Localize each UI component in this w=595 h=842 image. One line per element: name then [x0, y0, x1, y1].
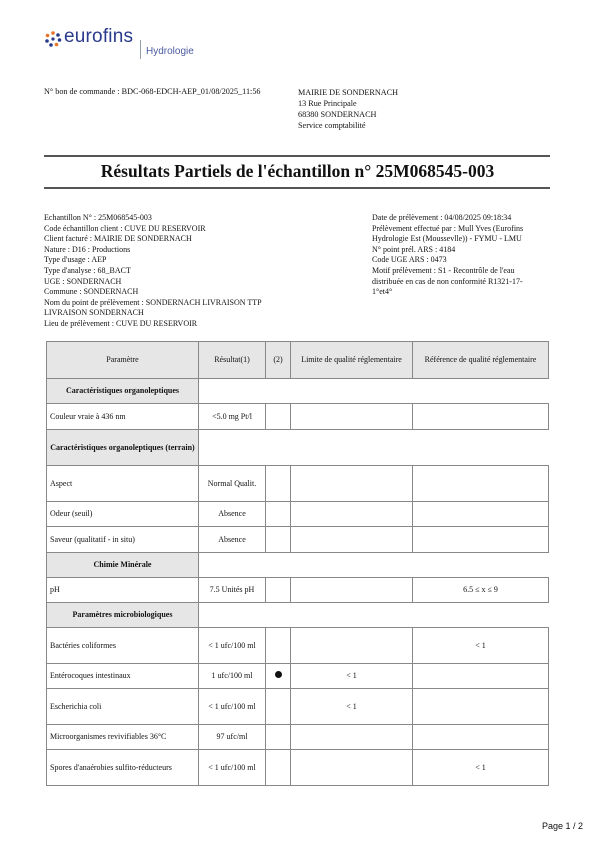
- results-table: [46, 341, 549, 786]
- page-number: Page 1 / 2: [541, 821, 583, 831]
- table-header-row: [47, 342, 549, 379]
- table-row: [47, 578, 549, 603]
- reference-cell: [413, 689, 549, 725]
- param-cell: Spores d'anaérobies sulfito-réducteurs: [47, 750, 199, 786]
- sample-info-left: [44, 213, 299, 330]
- table-row: [47, 725, 549, 750]
- address-line: 68380 SONDERNACH: [298, 110, 377, 119]
- flag-cell: [266, 750, 291, 786]
- section-label: Caractéristiques organoleptiques: [47, 379, 199, 404]
- sample-info-line: Prélèvement effectué par : Mull Yves (Eurofins: [372, 223, 524, 233]
- sample-info-line: Code échantillon client : CUVE DU RESERVOIR: [44, 223, 206, 233]
- section-blank: [199, 379, 549, 404]
- param-cell: Aspect: [47, 466, 199, 502]
- reference-cell: [413, 725, 549, 750]
- table-row: [47, 628, 549, 664]
- page-title: Résultats Partiels de l'échantillon n° 25M068545-003: [100, 161, 495, 181]
- reference-cell: [413, 502, 549, 527]
- flag-cell: [266, 404, 291, 430]
- section-label: Chimie Minérale: [47, 553, 199, 578]
- table-row: [47, 502, 549, 527]
- header-flag: (2): [266, 342, 291, 379]
- logo-subtitle: Hydrologie: [146, 46, 194, 57]
- header-result: Résultat(1): [199, 342, 266, 379]
- header-reference: Référence de qualité réglementaire: [413, 342, 549, 379]
- address-line: Service comptabilité: [298, 121, 366, 130]
- result-cell: 7.5 Unités pH: [199, 578, 266, 603]
- result-cell: 97 ufc/ml: [199, 725, 266, 750]
- table-row: [47, 750, 549, 786]
- param-cell: Saveur (qualitatif - in situ): [47, 527, 199, 553]
- sample-info-line: Commune : SONDERNACH: [44, 287, 139, 297]
- flag-cell: [266, 664, 291, 689]
- limit-cell: [291, 527, 413, 553]
- sample-info-line: Lieu de prélèvement : CUVE DU RESERVOIR: [44, 318, 198, 328]
- sample-info-line: Type d'analyse : 68_BACT: [44, 265, 131, 275]
- sample-info-line: Echantillon N° : 25M068545-003: [44, 213, 152, 222]
- section-blank: [199, 553, 549, 578]
- limit-cell: < 1: [291, 664, 413, 689]
- result-cell: Absence: [199, 527, 266, 553]
- flag-cell: [266, 466, 291, 502]
- flag-cell: [266, 689, 291, 725]
- address-line: MAIRIE DE SONDERNACH: [298, 88, 399, 97]
- limit-cell: < 1: [291, 689, 413, 725]
- result-cell: < 1 ufc/100 ml: [199, 689, 266, 725]
- recipient-address: [298, 87, 398, 131]
- param-cell: Couleur vraie à 436 nm: [47, 404, 199, 430]
- sample-info-line: Client facturé : MAIRIE DE SONDERNACH: [44, 234, 192, 244]
- header-parameter: Paramètre: [47, 342, 199, 379]
- table-row: [47, 404, 549, 430]
- reference-cell: < 1: [413, 628, 549, 664]
- section-blank: [199, 603, 549, 628]
- title-rule-bottom: [44, 187, 550, 189]
- eurofins-dots-icon: [44, 30, 62, 48]
- table-row: [47, 664, 549, 689]
- limit-cell: [291, 404, 413, 430]
- logo-divider: [140, 40, 141, 59]
- limit-cell: [291, 502, 413, 527]
- result-cell: < 1 ufc/100 ml: [199, 750, 266, 786]
- limit-cell: [291, 628, 413, 664]
- sample-info-line: 1°et4°: [372, 287, 393, 297]
- limit-cell: [291, 725, 413, 750]
- section-row: [47, 379, 549, 404]
- sample-info-line: Motif prélèvement : S1 - Recontrôle de l'eau: [372, 265, 515, 275]
- section-row: [47, 603, 549, 628]
- result-cell: Normal Qualit.: [199, 466, 266, 502]
- address-line: 13 Rue Principale: [298, 99, 357, 108]
- result-cell: Absence: [199, 502, 266, 527]
- order-number: N° bon de commande : BDC-068-EDCH-AEP_01/08/2025_11:56: [44, 87, 261, 96]
- non-compliance-dot-icon: [275, 671, 282, 678]
- reference-cell: [413, 404, 549, 430]
- param-cell: Odeur (seuil): [47, 502, 199, 527]
- result-cell: 1 ufc/100 ml: [199, 664, 266, 689]
- sample-info-line: Type d'usage : AEP: [44, 255, 107, 265]
- param-cell: Bactéries coliformes: [47, 628, 199, 664]
- sample-info-line: Nature : D16 : Productions: [44, 244, 131, 254]
- flag-cell: [266, 578, 291, 603]
- reference-cell: [413, 527, 549, 553]
- section-label: Caractéristiques organoleptiques (terrain): [47, 430, 199, 466]
- sample-info-line: Code UGE ARS : 0473: [372, 255, 447, 265]
- sample-info-line: distribuée en cas de non conformité R1321-17-: [372, 276, 523, 286]
- flag-cell: [266, 725, 291, 750]
- reference-cell: [413, 466, 549, 502]
- title-rule-top: [44, 155, 550, 157]
- reference-cell: [413, 664, 549, 689]
- reference-cell: < 1: [413, 750, 549, 786]
- param-cell: pH: [47, 578, 199, 603]
- header-limit: Limite de qualité réglementaire: [291, 342, 413, 379]
- sample-info-line: N° point prél. ARS : 4184: [372, 244, 456, 254]
- sample-info-line: LIVRAISON SONDERNACH: [44, 308, 144, 318]
- result-cell: <5.0 mg Pt/l: [199, 404, 266, 430]
- sample-info-line: Hydrologie Est (Moussevlle)) - FYMU - LMU: [372, 234, 522, 244]
- table-row: [47, 527, 549, 553]
- limit-cell: [291, 578, 413, 603]
- section-row: [47, 430, 549, 466]
- limit-cell: [291, 466, 413, 502]
- flag-cell: [266, 502, 291, 527]
- param-cell: Entérocoques intestinaux: [47, 664, 199, 689]
- sample-info-line: Date de prélèvement : 04/08/2025 09:18:34: [372, 213, 512, 222]
- reference-cell: 6.5 ≤ x ≤ 9: [413, 578, 549, 603]
- section-blank: [199, 430, 549, 466]
- flag-cell: [266, 527, 291, 553]
- logo-wordmark: eurofins: [64, 26, 134, 47]
- sample-info-right: [372, 213, 550, 298]
- limit-cell: [291, 750, 413, 786]
- param-cell: Microorganismes revivifiables 36°C: [47, 725, 199, 750]
- sample-info-line: UGE : SONDERNACH: [44, 276, 122, 286]
- table-row: [47, 466, 549, 502]
- param-cell: Escherichia coli: [47, 689, 199, 725]
- section-row: [47, 553, 549, 578]
- sample-info-line: Nom du point de prélèvement : SONDERNACH LIVRAISON TTP: [44, 297, 262, 307]
- result-cell: < 1 ufc/100 ml: [199, 628, 266, 664]
- flag-cell: [266, 628, 291, 664]
- section-label: Paramètres microbiologiques: [47, 603, 199, 628]
- table-row: [47, 689, 549, 725]
